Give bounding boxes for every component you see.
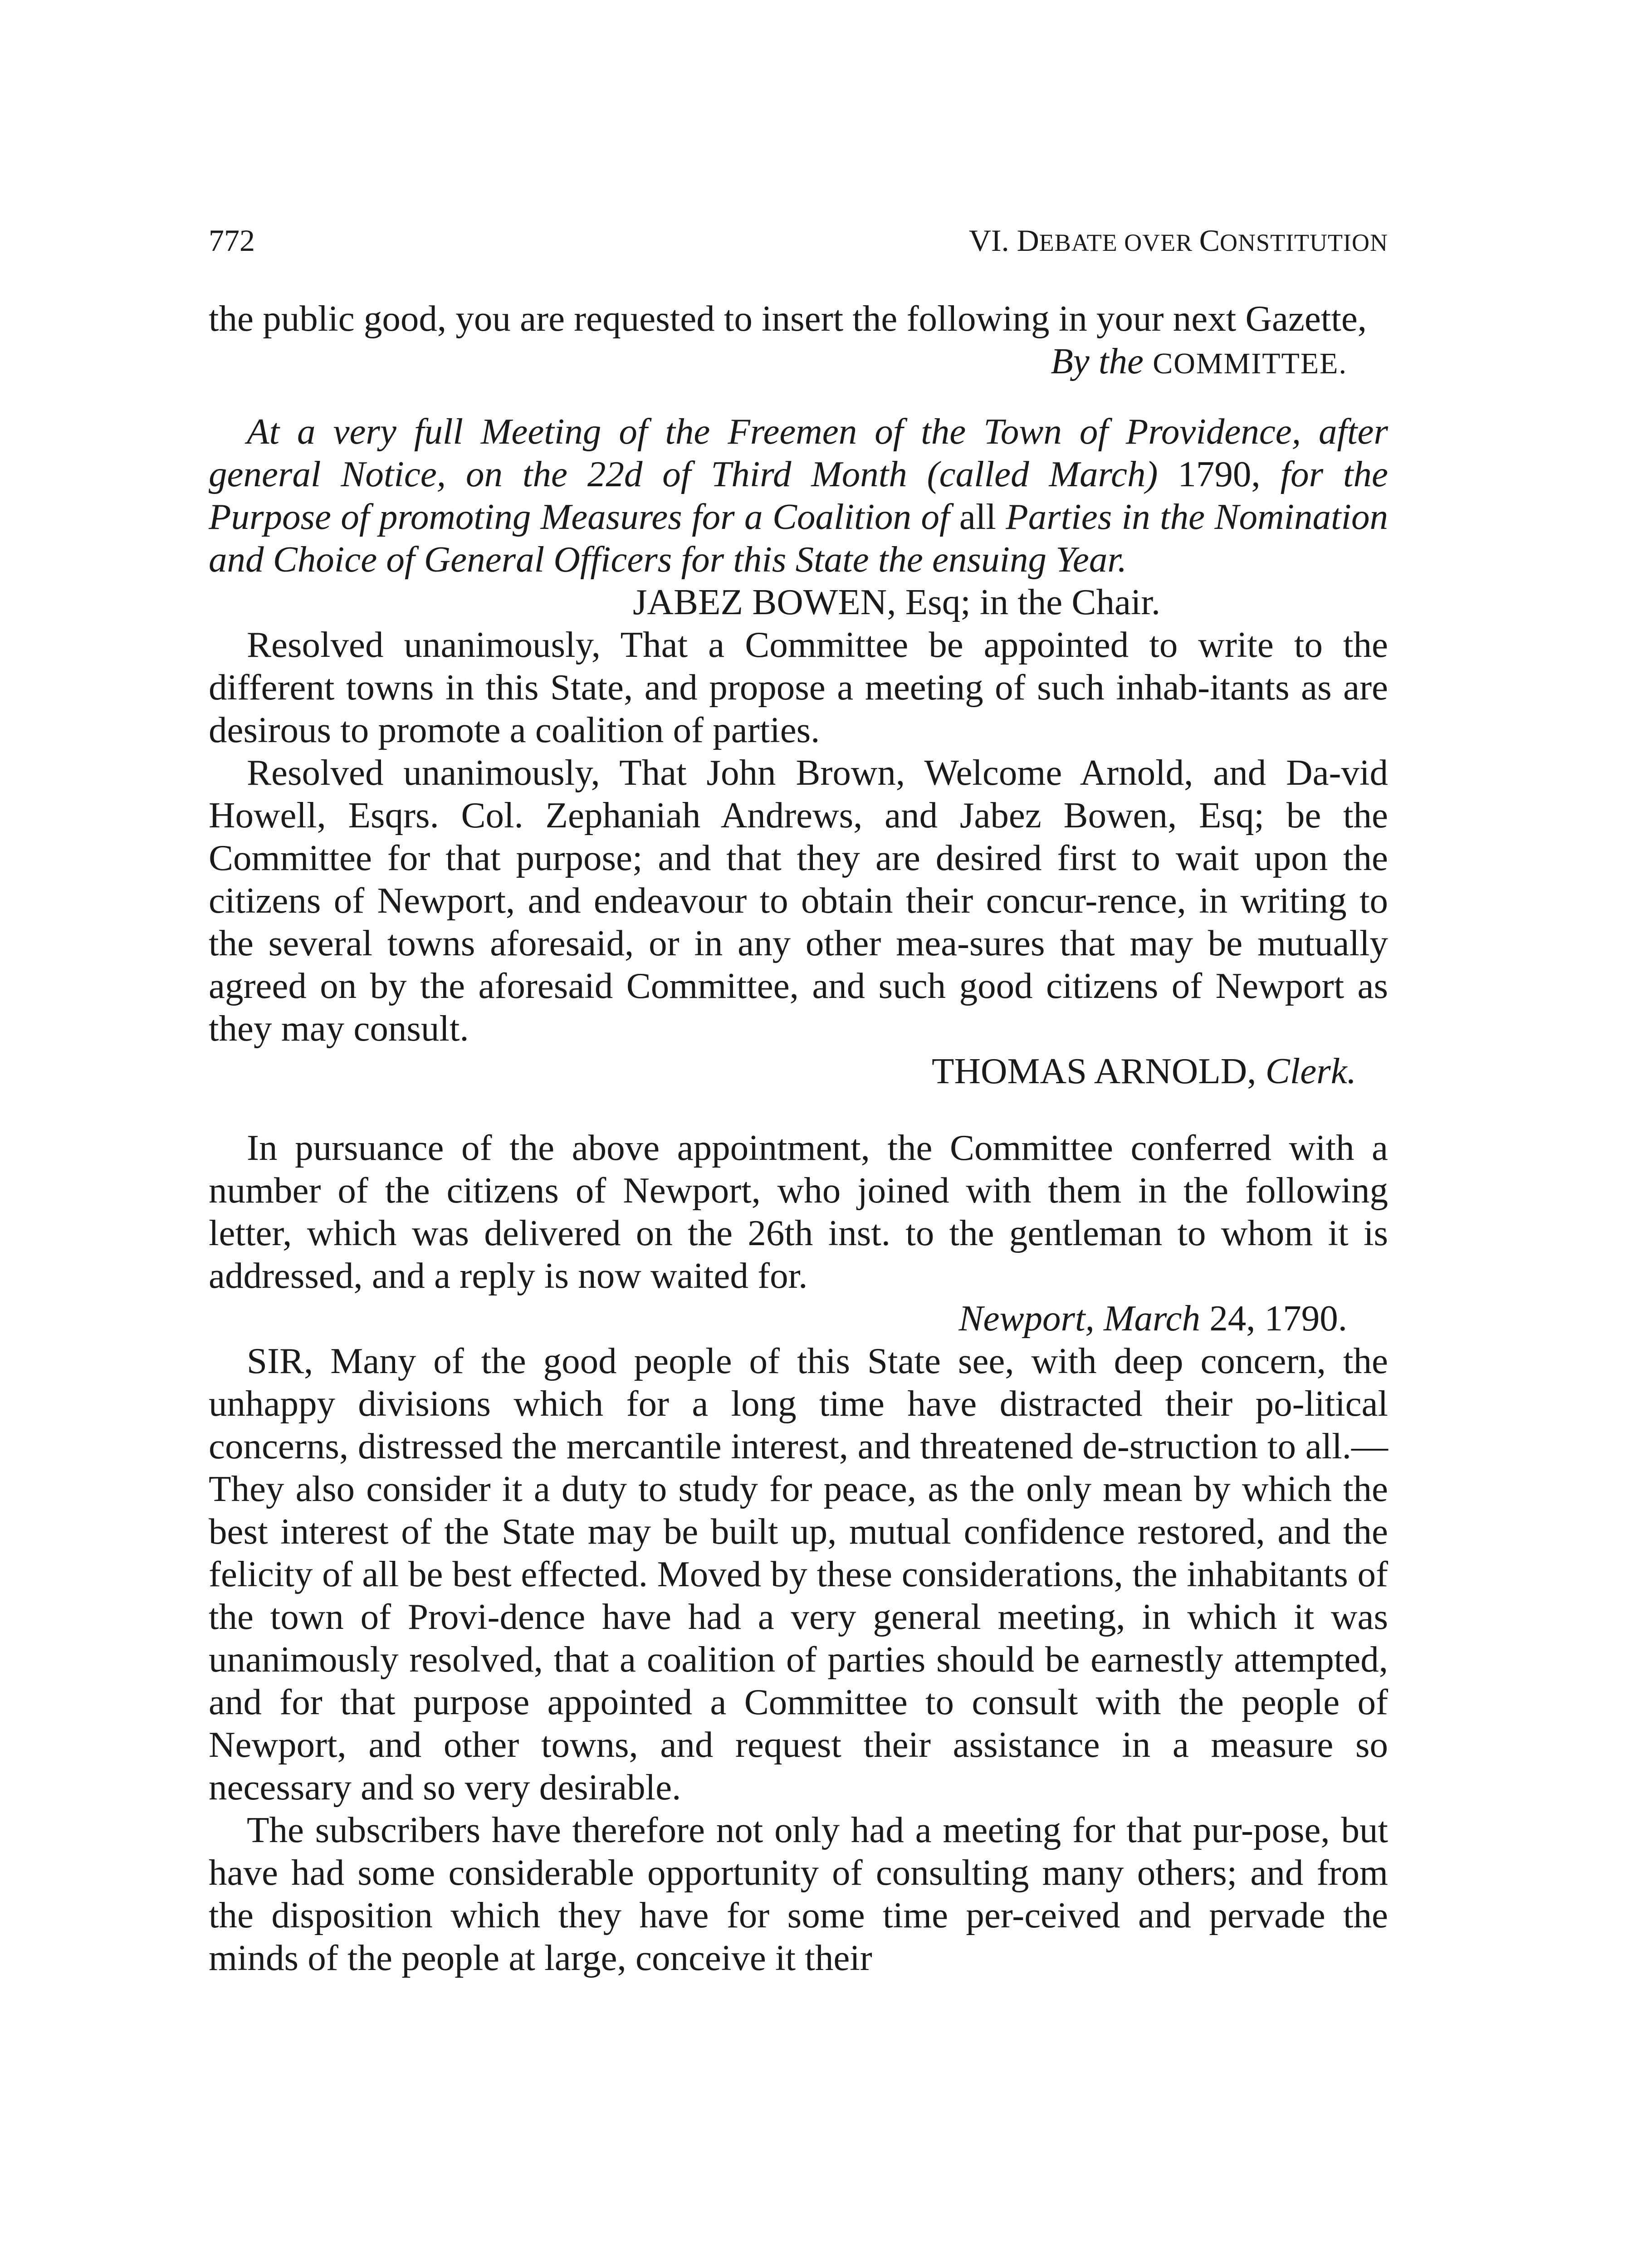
committee-signature: By the COMMITTEE.	[1051, 341, 1347, 381]
chair-line: JABEZ BOWEN, Esq; in the Chair.	[633, 582, 1161, 622]
intro-paragraph: the public good, you are requested to insert the following in your next Gazette,	[209, 298, 1367, 339]
letter-paragraph-2: The subscribers have therefore not only had a meeting for that pur-pose, but have had some considerable opportunity of consulting many others; and from the disposition which they have for some time per-ceived and pervade the minds of the people at large, conceive it their	[209, 1809, 1388, 1978]
resolution-2: Resolved unanimously, That John Brown, Welcome Arnold, and Da-vid Howell, Esqrs. Col. Zephaniah Andrews, and Jabez Bowen, Esq; be the Committee for that purpose; and that they are desired first to wait upon the citizens of Newport, and endeavour to obtain their concur-rence, in writing to the several towns aforesaid, or in any other mea-sures that may be mutually agreed on by the aforesaid Committee, and such good citizens of Newport as they may consult.	[209, 752, 1388, 1049]
page-header	[209, 220, 1388, 261]
letter-paragraph-1: SIR, Many of the good people of this State see, with deep concern, the unhappy divisions which for a long time have distracted their po-litical concerns, distressed the mercantile interest, and threatened de-struction to all.—They also consider it a duty to study for peace, as the only mean by which the best interest of the State may be built up, mutual confidence restored, and the felicity of all be best effected. Moved by these considerations, the inhabitants of the town of Provi-dence have had a very general meeting, in which it was unanimously resolved, that a coalition of parties should be earnestly attempted, and for that purpose appointed a Committee to consult with the people of Newport, and other towns, and request their assistance in a measure so necessary and so very desirable.	[209, 1340, 1388, 1808]
clerk-signature: THOMAS ARNOLD, Clerk.	[931, 1051, 1356, 1091]
spacer	[209, 385, 1388, 410]
spacer	[209, 1092, 1388, 1126]
meeting-notice: At a very full Meeting of the Freemen of the Town of Providence, after general Notice, on the 22d of Third Month (called March) 1790, for the Purpose of promoting Measures for a Coalition of all Parties in the Nomination and Choice of General Officers for this State the ensuing Year.	[209, 411, 1389, 580]
pursuance-paragraph: In pursuance of the above appointment, the Committee conferred with a number of the citizens of Newport, who joined with them in the following letter, which was delivered on the 26th inst. to the gentleman to whom it is addressed, and a reply is now waited for.	[209, 1127, 1388, 1296]
resolution-1: Resolved unanimously, That a Committee be appointed to write to the different towns in this State, and propose a meeting of such inhab-itants as are desirous to promote a coalition of parties.	[209, 624, 1388, 750]
body-text	[209, 297, 1388, 1979]
page-number: 772	[209, 223, 255, 258]
dateline: Newport, March 24, 1790.	[958, 1298, 1347, 1339]
running-head: VI. DEBATE OVER CONSTITUTION	[968, 223, 1388, 258]
